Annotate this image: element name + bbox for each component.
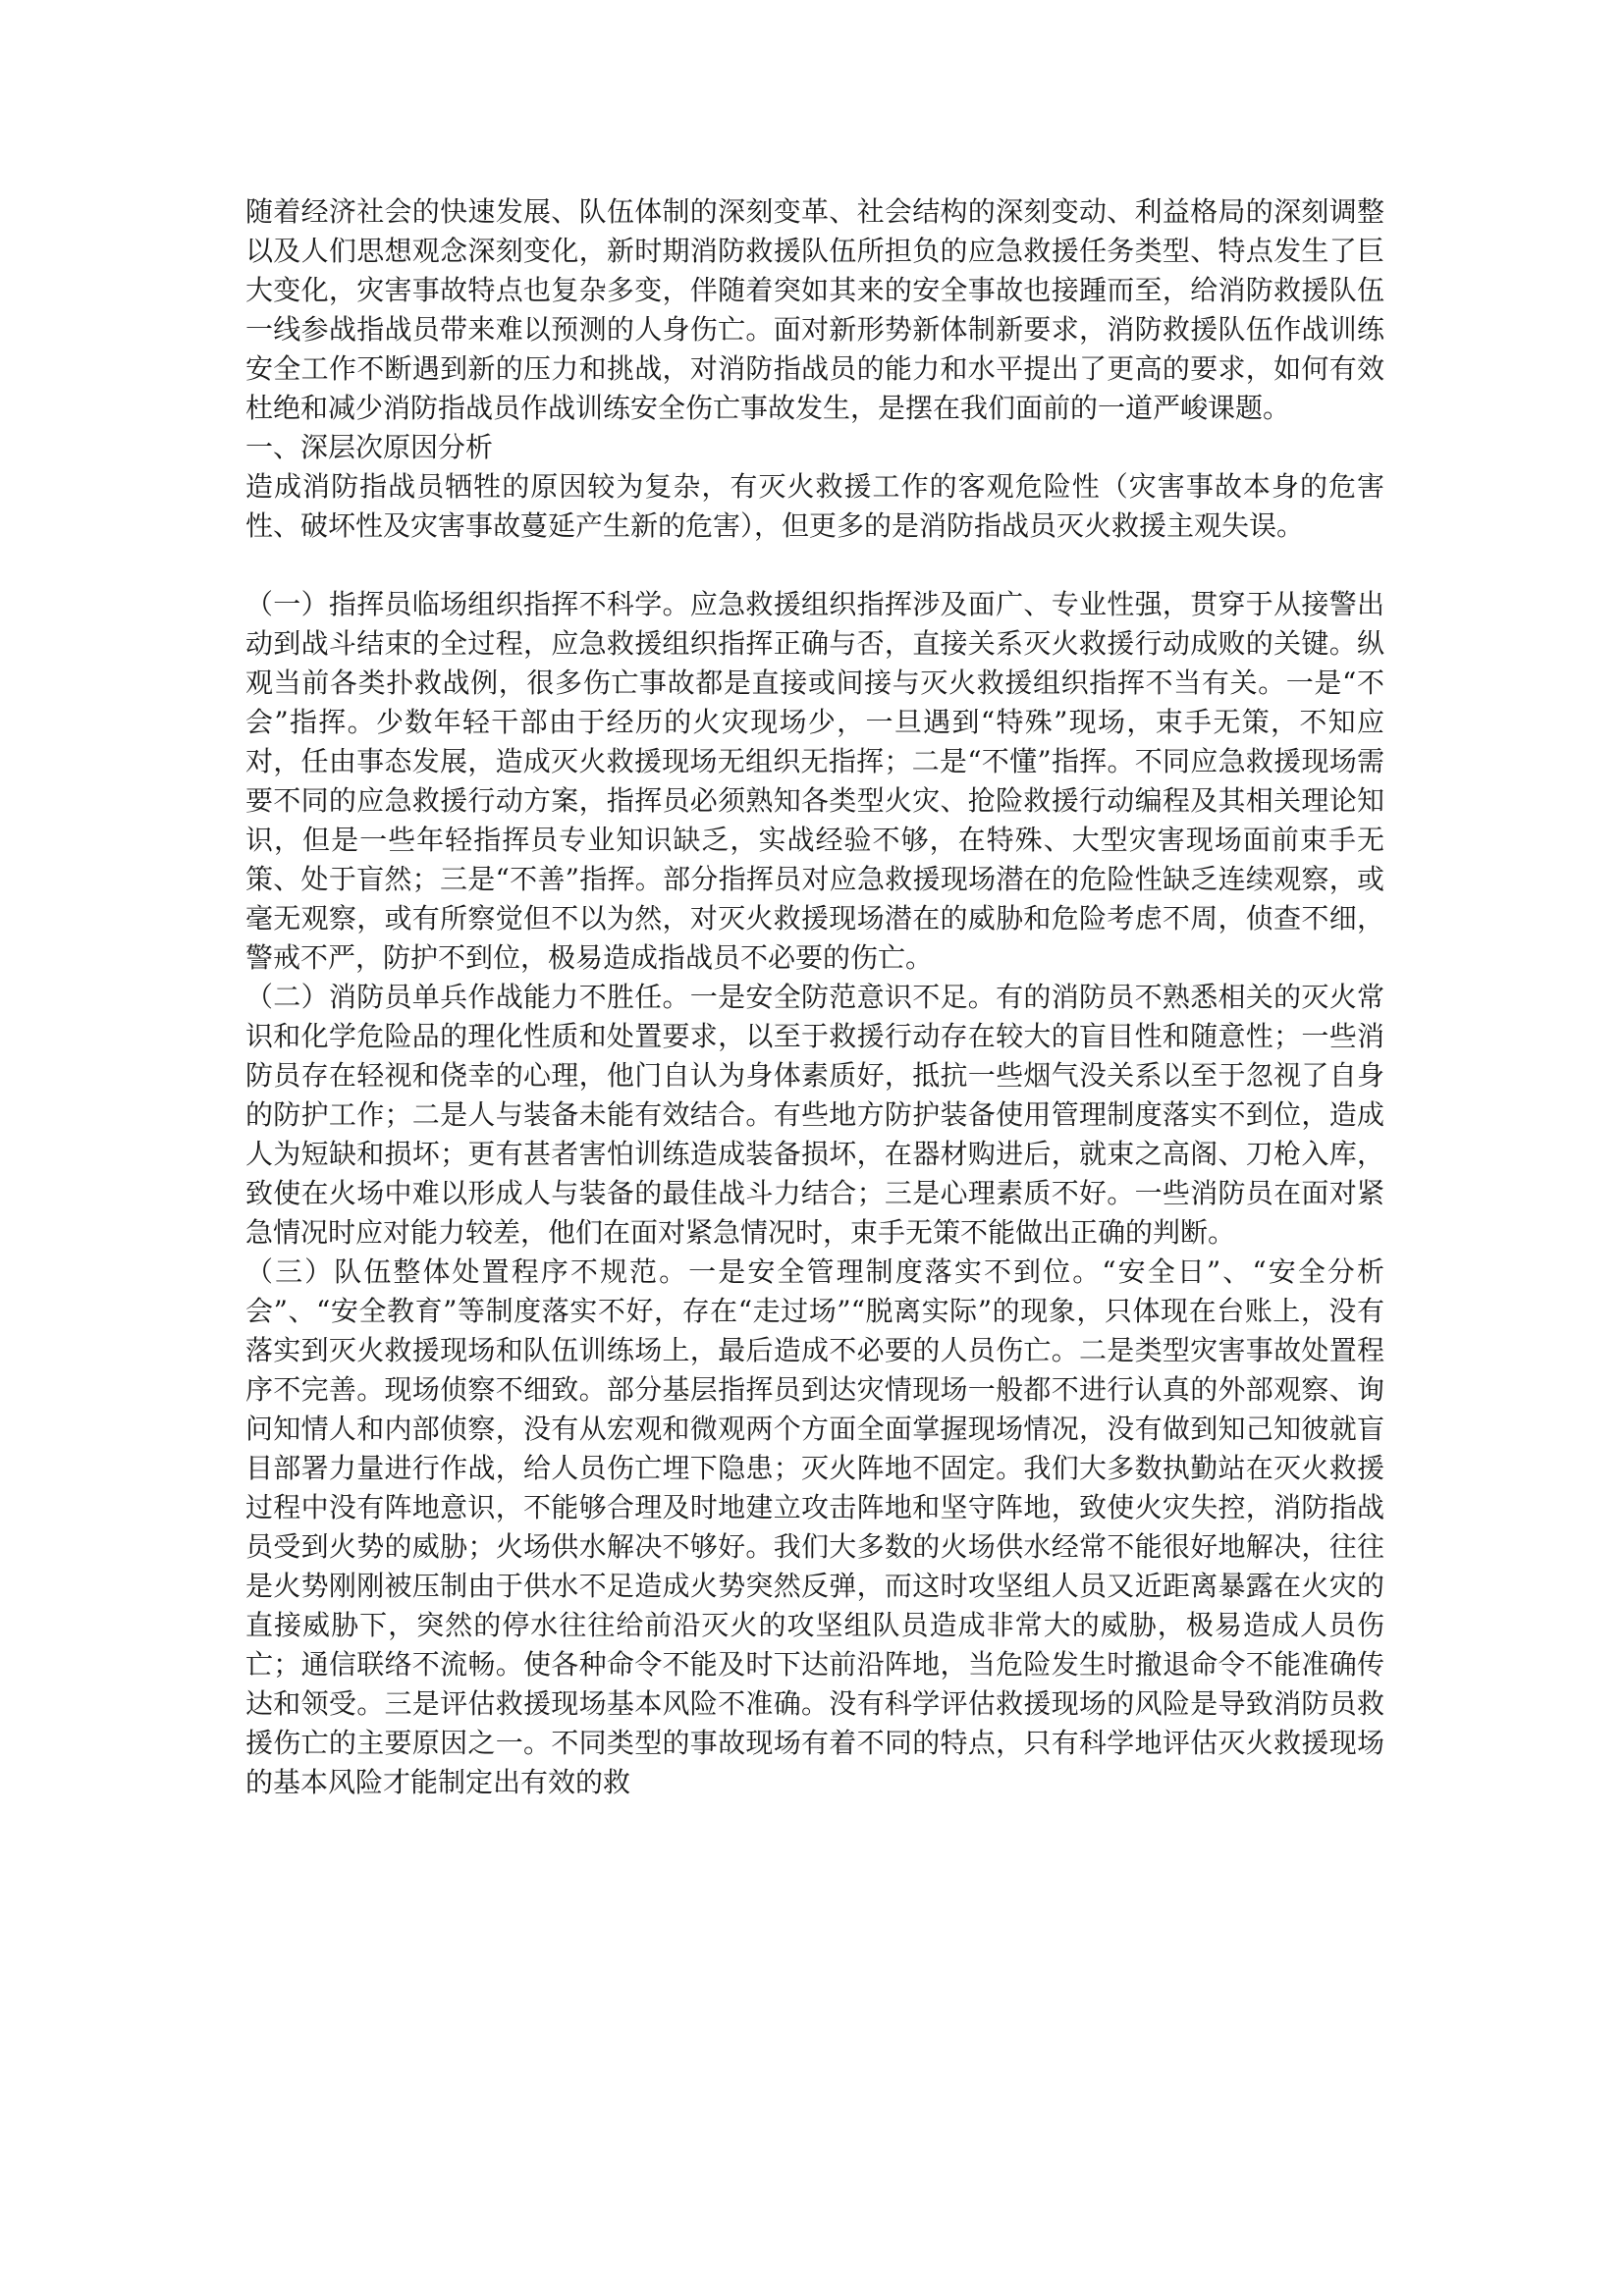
paragraph-spacer [245, 546, 1384, 585]
subsection-2-paragraph: （二）消防员单兵作战能力不胜任。一是安全防范意识不足。有的消防员不熟悉相关的灭火常识和化学危险品的理化性质和处置要求，以至于救援行动存在较大的盲目性和随意性；一些消防员存在轻视和侥幸的心理，他门自认为身体素质好，抵抗一些烟气没关系以至于忽视了自身的防护工作；二是人与装备未能有效结合。有些地方防护装备使用管理制度落实不到位，造成人为短缺和损坏；更有甚者害怕训练造成装备损坏，在器材购进后，就束之高阁、刀枪入库，致使在火场中难以形成人与装备的最佳战斗力结合；三是心理素质不好。一些消防员在面对紧急情况时应对能力较差，他们在面对紧急情况时，束手无策不能做出正确的判断。 [245, 981, 1384, 1249]
intro-paragraph: 随着经济社会的快速发展、队伍体制的深刻变革、社会结构的深刻变动、利益格局的深刻调整以及人们思想观念深刻变化，新时期消防救援队伍所担负的应急救援任务类型、特点发生了巨大变化，灾害事故特点也复杂多变，伴随着突如其来的安全事故也接踵而至，给消防救援队伍一线参战指战员带来难以预测的人身伤亡。面对新形势新体制新要求，消防救援队伍作战训练安全工作不断遇到新的压力和挑战，对消防指战员的能力和水平提出了更高的要求，如何有效杜绝和减少消防指战员作战训练安全伤亡事故发生，是摆在我们面前的一道严峻课题。 [245, 195, 1384, 424]
document-body [245, 192, 1384, 1802]
section-heading: 一、深层次原因分析 [245, 431, 494, 463]
subsection-3-paragraph: （三）队伍整体处置程序不规范。一是安全管理制度落实不到位。“安全日”、“安全分析会”、“安全教育”等制度落实不好，存在“走过场”“脱离实际”的现象，只体现在台账上，没有落实到灭火救援现场和队伍训练场上，最后造成不必要的人员伤亡。二是类型灾害事故处置程序不完善。现场侦察不细致。部分基层指挥员到达灾情现场一般都不进行认真的外部观察、询问知情人和内部侦察，没有从宏观和微观两个方面全面掌握现场情况，没有做到知己知彼就盲目部署力量进行作战，给人员伤亡埋下隐患；灭火阵地不固定。我们大多数执勤站在灭火救援过程中没有阵地意识，不能够合理及时地建立攻击阵地和坚守阵地，致使火灾失控，消防指战员受到火势的威胁；火场供水解决不够好。我们大多数的火场供水经常不能很好地解决，往往是火势刚刚被压制由于供水不足造成火势突然反弹，而这时攻坚组人员又近距离暴露在火灾的直接威胁下，突然的停水往往给前沿灭火的攻坚组队员造成非常大的威胁，极易造成人员伤亡；通信联络不流畅。使各种命令不能及时下达前沿阵地，当危险发生时撤退命令不能准确传达和领受。三是评估救援现场基本风险不准确。没有科学评估救援现场的风险是导致消防员救援伤亡的主要原因之一。不同类型的事故现场有着不同的特点，只有科学地评估灭火救援现场的基本风险才能制定出有效的救 [245, 1255, 1384, 1798]
subsection-1-paragraph: （一）指挥员临场组织指挥不科学。应急救援组织指挥涉及面广、专业性强，贯穿于从接警出动到战斗结束的全过程，应急救援组织指挥正确与否，直接关系灭火救援行动成败的关键。纵观当前各类扑救战例，很多伤亡事故都是直接或间接与灭火救援组织指挥不当有关。一是“不会”指挥。少数年轻干部由于经历的火灾现场少，一旦遇到“特殊”现场，束手无策，不知应对，任由事态发展，造成灭火救援现场无组织无指挥；二是“不懂”指挥。不同应急救援现场需要不同的应急救援行动方案，指挥员必须熟知各类型火灾、抢险救援行动编程及其相关理论知识，但是一些年轻指挥员专业知识缺乏，实战经验不够，在特殊、大型灾害现场面前束手无策、处于盲然；三是“不善”指挥。部分指挥员对应急救援现场潜在的危险性缺乏连续观察，或毫无观察，或有所察觉但不以为然，对灭火救援现场潜在的威胁和危险考虑不周，侦查不细，警戒不严，防护不到位，极易造成指战员不必要的伤亡。 [245, 588, 1384, 974]
cause-summary-paragraph: 造成消防指战员牺牲的原因较为复杂，有灭火救援工作的客观危险性（灾害事故本身的危害性、破坏性及灾害事故蔓延产生新的危害），但更多的是消防指战员灭火救援主观失误。 [245, 470, 1384, 542]
